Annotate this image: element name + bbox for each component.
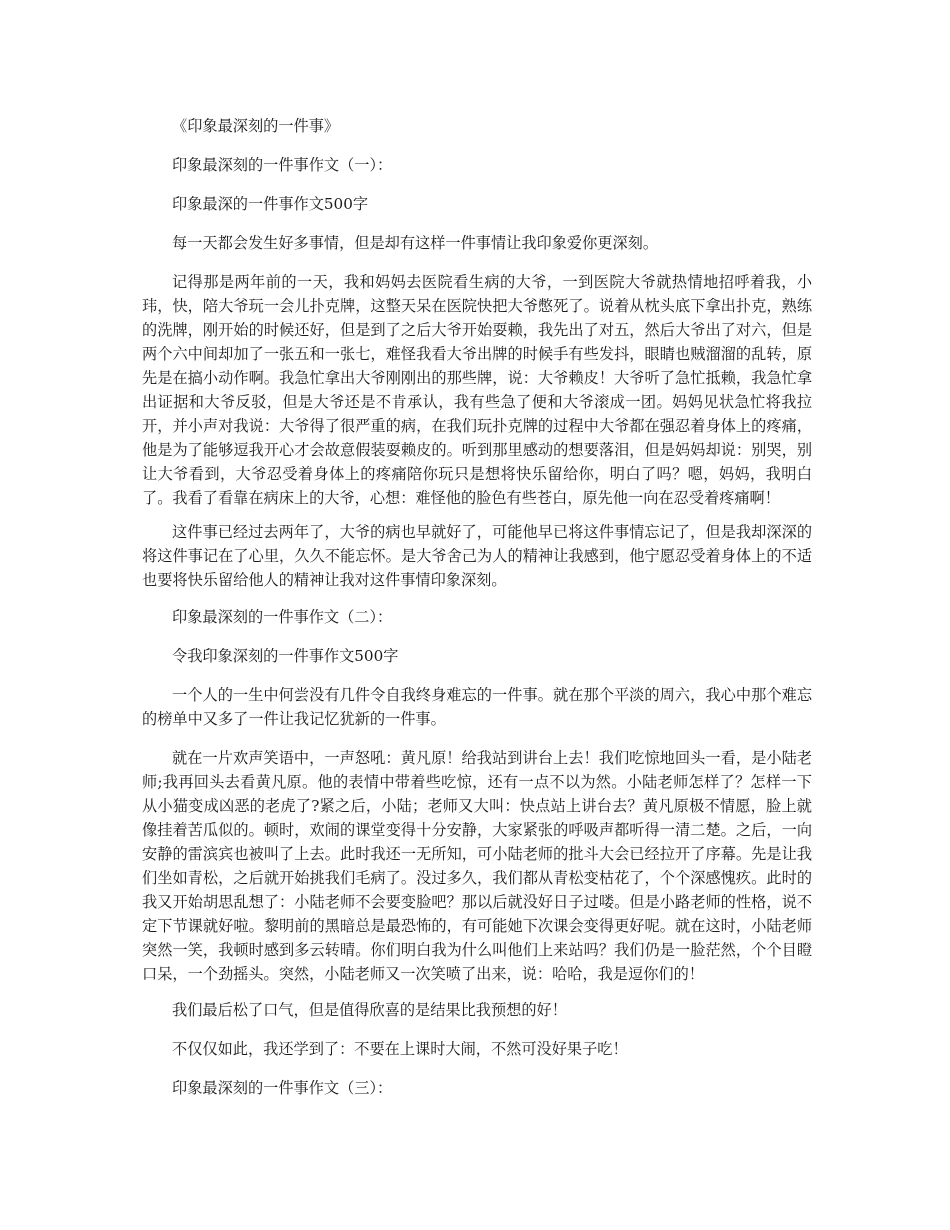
section1-subtitle: 印象最深的一件事作文500字 (172, 195, 369, 213)
section1-paragraph-3: 这件事已经过去两年了，大爷的病也早就好了，可能他早已将这件事情忘记了，但是我却深深的将这件事记在了心里，久久不能忘怀。是大爷舍己为人的精神让我感到，他宁愿忍受着身体上的不适也要将快乐留给他人的精神让我对这件事情印象深刻。 (142, 523, 812, 589)
section1-paragraph-1: 每一天都会发生好多事情，但是却有这样一件事情让我印象爱你更深刻。 (172, 234, 658, 252)
section2-paragraph-1: 一个人的一生中何尝没有几件令自我终身难忘的一件事。就在那个平淡的周六，我心中那个难忘的榜单中又多了一件让我记忆犹新的一件事。 (142, 686, 812, 728)
section2-subtitle: 令我印象深刻的一件事作文500字 (172, 647, 399, 665)
section2-heading: 印象最深刻的一件事作文（二）： (172, 608, 393, 626)
section3-heading: 印象最深刻的一件事作文（三）： (172, 1079, 393, 1097)
section1-heading: 印象最深刻的一件事作文（一）： (172, 156, 393, 174)
section2-paragraph-3: 我们最后松了口气，但是值得欣喜的是结果比我预想的好！ (172, 1001, 567, 1019)
section1-paragraph-2: 记得那是两年前的一天，我和妈妈去医院看生病的大爷，一到医院大爷就热情地招呼着我，小玮，快，陪大爷玩一会儿扑克牌，这整天呆在医院快把大爷憋死了。说着从枕头底下拿出扑克，熟练的洗牌，刚开始的时候还好，但是到了之后大爷开始耍赖，我先出了对五，然后大爷出了对六，但是两个六中间却加了一张五和一张七，难怪我看大爷出牌的时候手有些发抖，眼睛也贼溜溜的乱转，原先是在搞小动作啊。我急忙拿出大爷刚刚出的那些牌，说：大爷赖皮！大爷听了急忙抵赖，我急忙拿出证据和大爷反驳，但是大爷还是不肯承认，我有些急了便和大爷滚成一团。妈妈见状急忙将我拉开，并小声对我说：大爷得了很严重的病，在我们玩扑克牌的过程中大爷都在强忍着身体上的疼痛，他是为了能够逗我开心才会故意假装耍赖皮的。听到那里感动的想要落泪，但是妈妈却说：别哭，别让大爷看到，大爷忍受着身体上的疼痛陪你玩只是想将快乐留给你，明白了吗？嗯，妈妈，我明白了。我看了看靠在病床上的大爷，心想：难怪他的脸色有些苍白，原先他一向在忍受着疼痛啊！ (142, 273, 812, 507)
section2-paragraph-4: 不仅仅如此，我还学到了：不要在上课时大闹，不然可没好果子吃！ (172, 1040, 628, 1058)
document-title: 《印象最深刻的一件事》 (172, 117, 340, 135)
section2-paragraph-2: 就在一片欢声笑语中，一声怒吼：黄凡原！给我站到讲台上去！我们吃惊地回头一看，是小陆老师;我再回头去看黄凡原。他的表情中带着些吃惊，还有一点不以为然。小陆老师怎样了？怎样一下从小猫变成凶恶的老虎了?紧之后，小陆；老师又大叫：快点站上讲台去？黄凡原极不情愿，脸上就像挂着苦瓜似的。顿时，欢闹的课堂变得十分安静，大家紧张的呼吸声都听得一清二楚。之后，一向安静的雷滨宾也被叫了上去。此时我还一无所知，可小陆老师的批斗大会已经拉开了序幕。先是让我们坐如青松，之后就开始挑我们毛病了。没过多久，我们都从青松变枯花了，个个深感愧疚。此时的我又开始胡思乱想了：小陆老师不会要变脸吧？那以后就没好日子过喽。但是小路老师的性格，说不定下节课就好啦。黎明前的黑暗总是最恐怖的，有可能她下次课会变得更好呢。就在这时，小陆老师突然一笑，我顿时感到多云转晴。你们明白我为什么叫他们上来站吗？我们仍是一脸茫然，个个目瞪口呆，一个劲摇头。突然，小陆老师又一次笑喷了出来，说：哈哈，我是逗你们的！ (142, 749, 812, 983)
